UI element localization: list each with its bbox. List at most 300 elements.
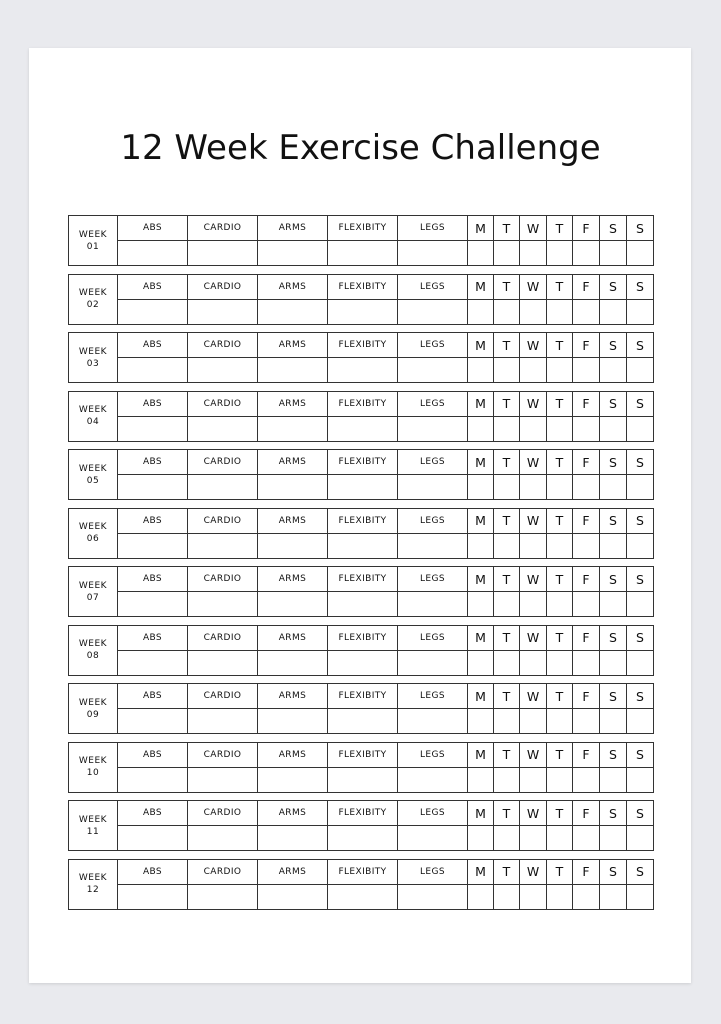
day-header: M	[468, 391, 494, 416]
category-entry-cell[interactable]	[188, 767, 258, 792]
category-entry-cell[interactable]	[328, 650, 398, 675]
category-header: ARMS	[258, 508, 328, 533]
week-label	[69, 684, 118, 734]
day-header: S	[627, 274, 654, 299]
day-check-cell[interactable]	[494, 533, 520, 558]
category-header: LEGS	[398, 216, 468, 241]
category-header: FLEXIBITY	[328, 567, 398, 592]
day-check-cell[interactable]	[547, 592, 573, 617]
day-header: M	[468, 742, 494, 767]
day-check-cell[interactable]	[468, 416, 494, 441]
category-entry-cell[interactable]	[328, 241, 398, 266]
category-entry-cell[interactable]	[398, 299, 468, 324]
day-header: S	[627, 859, 654, 884]
day-header: S	[600, 274, 627, 299]
day-check-cell[interactable]	[520, 826, 547, 851]
day-header: M	[468, 567, 494, 592]
category-header: LEGS	[398, 625, 468, 650]
category-header: ARMS	[258, 333, 328, 358]
week-label	[69, 859, 118, 909]
day-header: T	[494, 216, 520, 241]
category-header: LEGS	[398, 859, 468, 884]
category-header: LEGS	[398, 684, 468, 709]
week-label	[69, 216, 118, 266]
category-entry-cell[interactable]	[118, 299, 188, 324]
category-header: ARMS	[258, 684, 328, 709]
day-check-cell[interactable]	[468, 241, 494, 266]
day-header: T	[494, 274, 520, 299]
day-check-cell[interactable]	[573, 826, 600, 851]
category-entry-cell[interactable]	[188, 299, 258, 324]
day-check-cell[interactable]	[573, 241, 600, 266]
category-header: ABS	[118, 216, 188, 241]
day-check-cell[interactable]	[627, 358, 654, 383]
week-table	[68, 449, 654, 500]
category-entry-cell[interactable]	[328, 533, 398, 558]
category-header: FLEXIBITY	[328, 391, 398, 416]
day-check-cell[interactable]	[600, 767, 627, 792]
day-header: S	[627, 508, 654, 533]
day-check-cell[interactable]	[494, 475, 520, 500]
day-check-cell[interactable]	[547, 358, 573, 383]
category-header: ARMS	[258, 274, 328, 299]
day-header: S	[627, 801, 654, 826]
category-header: ABS	[118, 450, 188, 475]
week-table	[68, 800, 654, 851]
week-table	[68, 391, 654, 442]
category-header: CARDIO	[188, 450, 258, 475]
week-word: WEEK	[78, 346, 108, 357]
category-entry-cell[interactable]	[118, 475, 188, 500]
day-check-cell[interactable]	[547, 884, 573, 909]
week-table	[68, 625, 654, 676]
day-header: F	[573, 391, 600, 416]
day-check-cell[interactable]	[547, 709, 573, 734]
day-check-cell[interactable]	[468, 767, 494, 792]
category-entry-cell[interactable]	[118, 709, 188, 734]
day-header: M	[468, 625, 494, 650]
day-check-cell[interactable]	[520, 416, 547, 441]
day-header: S	[600, 742, 627, 767]
day-check-cell[interactable]	[627, 884, 654, 909]
day-header: S	[627, 450, 654, 475]
week-number: 05	[86, 475, 100, 486]
category-entry-cell[interactable]	[258, 826, 328, 851]
day-check-cell[interactable]	[627, 299, 654, 324]
category-header: ARMS	[258, 391, 328, 416]
category-entry-cell[interactable]	[118, 592, 188, 617]
category-entry-cell[interactable]	[118, 358, 188, 383]
week-word: WEEK	[78, 463, 108, 474]
day-check-cell[interactable]	[494, 884, 520, 909]
day-check-cell[interactable]	[494, 709, 520, 734]
category-entry-cell[interactable]	[188, 826, 258, 851]
category-entry-cell[interactable]	[398, 592, 468, 617]
category-entry-cell[interactable]	[328, 826, 398, 851]
day-check-cell[interactable]	[547, 299, 573, 324]
day-check-cell[interactable]	[494, 650, 520, 675]
category-header: ABS	[118, 801, 188, 826]
week-table	[68, 508, 654, 559]
day-check-cell[interactable]	[494, 299, 520, 324]
day-check-cell[interactable]	[627, 416, 654, 441]
day-check-cell[interactable]	[547, 826, 573, 851]
day-header: F	[573, 333, 600, 358]
category-header: LEGS	[398, 742, 468, 767]
week-table	[68, 332, 654, 383]
day-header: W	[520, 625, 547, 650]
category-header: FLEXIBITY	[328, 625, 398, 650]
day-check-cell[interactable]	[468, 826, 494, 851]
day-header: W	[520, 684, 547, 709]
category-header: ABS	[118, 684, 188, 709]
day-header: S	[627, 567, 654, 592]
category-entry-cell[interactable]	[398, 884, 468, 909]
category-entry-cell[interactable]	[188, 241, 258, 266]
day-check-cell[interactable]	[547, 475, 573, 500]
day-header: T	[494, 742, 520, 767]
category-header: FLEXIBITY	[328, 859, 398, 884]
week-table	[68, 859, 654, 910]
category-entry-cell[interactable]	[258, 358, 328, 383]
day-header: S	[600, 450, 627, 475]
week-number: 08	[86, 651, 100, 661]
day-check-cell[interactable]	[627, 592, 654, 617]
category-entry-cell[interactable]	[328, 358, 398, 383]
week-number: 01	[86, 241, 100, 252]
day-header: S	[600, 684, 627, 709]
day-check-cell[interactable]	[547, 650, 573, 675]
day-header: S	[627, 625, 654, 650]
day-header: S	[627, 333, 654, 358]
week-table	[68, 566, 654, 617]
category-entry-cell[interactable]	[398, 650, 468, 675]
category-header: ABS	[118, 742, 188, 767]
category-entry-cell[interactable]	[258, 884, 328, 909]
category-header: FLEXIBITY	[328, 742, 398, 767]
week-table	[68, 274, 654, 325]
category-entry-cell[interactable]	[258, 650, 328, 675]
category-entry-cell[interactable]	[328, 416, 398, 441]
category-entry-cell[interactable]	[328, 299, 398, 324]
category-entry-cell[interactable]	[328, 475, 398, 500]
day-check-cell[interactable]	[573, 884, 600, 909]
day-check-cell[interactable]	[627, 475, 654, 500]
category-entry-cell[interactable]	[398, 475, 468, 500]
category-entry-cell[interactable]	[398, 767, 468, 792]
category-header: CARDIO	[188, 274, 258, 299]
day-check-cell[interactable]	[520, 709, 547, 734]
week-word: WEEK	[78, 697, 108, 708]
category-entry-cell[interactable]	[258, 299, 328, 324]
category-header: ARMS	[258, 742, 328, 767]
week-word: WEEK	[78, 814, 108, 825]
category-entry-cell[interactable]	[118, 533, 188, 558]
category-header: ABS	[118, 859, 188, 884]
day-check-cell[interactable]	[600, 475, 627, 500]
day-header: S	[600, 801, 627, 826]
day-header: T	[494, 801, 520, 826]
day-check-cell[interactable]	[547, 533, 573, 558]
day-header: M	[468, 274, 494, 299]
day-header: T	[547, 450, 573, 475]
week-word: WEEK	[78, 229, 108, 240]
week-number: 11	[86, 826, 100, 837]
category-header: LEGS	[398, 391, 468, 416]
day-header: F	[573, 625, 600, 650]
category-entry-cell[interactable]	[188, 358, 258, 383]
page-title: 12 Week Exercise Challenge	[120, 128, 601, 168]
day-header: M	[468, 333, 494, 358]
category-header: FLEXIBITY	[328, 801, 398, 826]
day-header: T	[547, 274, 573, 299]
day-check-cell[interactable]	[600, 826, 627, 851]
day-header: M	[468, 684, 494, 709]
day-header: S	[600, 333, 627, 358]
category-header: ARMS	[258, 216, 328, 241]
day-check-cell[interactable]	[627, 533, 654, 558]
day-header: F	[573, 216, 600, 241]
category-header: ABS	[118, 333, 188, 358]
day-header: W	[520, 801, 547, 826]
category-header: LEGS	[398, 801, 468, 826]
category-header: ABS	[118, 508, 188, 533]
category-header: LEGS	[398, 450, 468, 475]
day-header: W	[520, 508, 547, 533]
day-check-cell[interactable]	[600, 650, 627, 675]
day-check-cell[interactable]	[494, 241, 520, 266]
day-check-cell[interactable]	[468, 592, 494, 617]
day-check-cell[interactable]	[494, 416, 520, 441]
category-entry-cell[interactable]	[118, 767, 188, 792]
day-check-cell[interactable]	[520, 299, 547, 324]
day-check-cell[interactable]	[468, 884, 494, 909]
day-header: M	[468, 508, 494, 533]
day-header: T	[547, 216, 573, 241]
category-header: LEGS	[398, 274, 468, 299]
day-header: M	[468, 801, 494, 826]
day-check-cell[interactable]	[520, 358, 547, 383]
day-check-cell[interactable]	[494, 358, 520, 383]
day-check-cell[interactable]	[520, 533, 547, 558]
day-header: S	[600, 625, 627, 650]
day-check-cell[interactable]	[627, 709, 654, 734]
day-check-cell[interactable]	[573, 592, 600, 617]
day-header: M	[468, 216, 494, 241]
day-check-cell[interactable]	[600, 241, 627, 266]
day-header: F	[573, 801, 600, 826]
day-check-cell[interactable]	[573, 416, 600, 441]
category-entry-cell[interactable]	[118, 416, 188, 441]
category-entry-cell[interactable]	[118, 826, 188, 851]
day-check-cell[interactable]	[468, 533, 494, 558]
category-entry-cell[interactable]	[258, 416, 328, 441]
day-header: S	[627, 684, 654, 709]
category-entry-cell[interactable]	[188, 416, 258, 441]
category-entry-cell[interactable]	[118, 884, 188, 909]
category-header: FLEXIBITY	[328, 216, 398, 241]
day-header: W	[520, 274, 547, 299]
week-number: 12	[86, 885, 100, 895]
day-check-cell[interactable]	[573, 299, 600, 324]
day-check-cell[interactable]	[468, 299, 494, 324]
week-number: 04	[86, 417, 100, 427]
day-check-cell[interactable]	[573, 650, 600, 675]
day-check-cell[interactable]	[573, 709, 600, 734]
category-entry-cell[interactable]	[258, 241, 328, 266]
day-check-cell[interactable]	[547, 767, 573, 792]
category-header: CARDIO	[188, 684, 258, 709]
category-header: CARDIO	[188, 742, 258, 767]
category-header: ARMS	[258, 450, 328, 475]
day-header: F	[573, 274, 600, 299]
day-check-cell[interactable]	[600, 416, 627, 441]
category-header: FLEXIBITY	[328, 274, 398, 299]
day-check-cell[interactable]	[573, 475, 600, 500]
day-header: W	[520, 450, 547, 475]
day-check-cell[interactable]	[468, 650, 494, 675]
category-entry-cell[interactable]	[118, 241, 188, 266]
week-number: 03	[86, 358, 100, 369]
day-check-cell[interactable]	[468, 709, 494, 734]
day-header: W	[520, 216, 547, 241]
day-header: T	[494, 859, 520, 884]
day-check-cell[interactable]	[494, 592, 520, 617]
day-header: T	[547, 801, 573, 826]
day-header: F	[573, 742, 600, 767]
category-header: LEGS	[398, 567, 468, 592]
category-entry-cell[interactable]	[258, 767, 328, 792]
day-header: S	[600, 859, 627, 884]
category-header: CARDIO	[188, 801, 258, 826]
day-header: S	[627, 216, 654, 241]
category-header: CARDIO	[188, 333, 258, 358]
day-check-cell[interactable]	[600, 358, 627, 383]
day-header: F	[573, 859, 600, 884]
category-header: ABS	[118, 567, 188, 592]
category-header: ABS	[118, 391, 188, 416]
day-header: W	[520, 333, 547, 358]
week-number: 06	[86, 534, 100, 544]
day-check-cell[interactable]	[520, 475, 547, 500]
day-check-cell[interactable]	[520, 592, 547, 617]
day-check-cell[interactable]	[573, 533, 600, 558]
category-entry-cell[interactable]	[398, 416, 468, 441]
week-label	[69, 508, 118, 558]
day-check-cell[interactable]	[600, 533, 627, 558]
category-header: CARDIO	[188, 508, 258, 533]
category-entry-cell[interactable]	[188, 592, 258, 617]
week-word: WEEK	[78, 580, 108, 591]
day-header: F	[573, 450, 600, 475]
category-entry-cell[interactable]	[258, 475, 328, 500]
day-check-cell[interactable]	[520, 241, 547, 266]
day-check-cell[interactable]	[600, 299, 627, 324]
week-label	[69, 391, 118, 441]
category-entry-cell[interactable]	[398, 709, 468, 734]
day-check-cell[interactable]	[627, 826, 654, 851]
category-header: CARDIO	[188, 216, 258, 241]
day-check-cell[interactable]	[600, 709, 627, 734]
day-header: M	[468, 859, 494, 884]
day-header: T	[547, 742, 573, 767]
week-table	[68, 215, 654, 266]
day-header: T	[547, 859, 573, 884]
day-header: T	[547, 391, 573, 416]
category-entry-cell[interactable]	[258, 533, 328, 558]
day-check-cell[interactable]	[627, 650, 654, 675]
day-header: T	[547, 684, 573, 709]
day-check-cell[interactable]	[627, 241, 654, 266]
day-check-cell[interactable]	[627, 767, 654, 792]
day-header: T	[547, 508, 573, 533]
category-entry-cell[interactable]	[328, 884, 398, 909]
category-entry-cell[interactable]	[258, 709, 328, 734]
day-check-cell[interactable]	[547, 241, 573, 266]
category-header: CARDIO	[188, 859, 258, 884]
day-check-cell[interactable]	[600, 884, 627, 909]
day-check-cell[interactable]	[573, 767, 600, 792]
category-entry-cell[interactable]	[188, 650, 258, 675]
day-check-cell[interactable]	[573, 358, 600, 383]
day-check-cell[interactable]	[520, 650, 547, 675]
category-entry-cell[interactable]	[398, 358, 468, 383]
category-header: FLEXIBITY	[328, 684, 398, 709]
category-header: FLEXIBITY	[328, 450, 398, 475]
day-check-cell[interactable]	[600, 592, 627, 617]
category-header: ARMS	[258, 567, 328, 592]
week-number: 02	[86, 300, 100, 310]
week-word: WEEK	[78, 756, 108, 766]
category-entry-cell[interactable]	[328, 767, 398, 792]
day-check-cell[interactable]	[468, 475, 494, 500]
category-entry-cell[interactable]	[258, 592, 328, 617]
category-header: FLEXIBITY	[328, 508, 398, 533]
week-number: 10	[86, 768, 100, 778]
day-header: T	[494, 391, 520, 416]
category-entry-cell[interactable]	[188, 475, 258, 500]
day-check-cell[interactable]	[494, 767, 520, 792]
week-table	[68, 683, 654, 734]
day-check-cell[interactable]	[468, 358, 494, 383]
day-header: F	[573, 508, 600, 533]
week-label	[69, 742, 118, 792]
category-entry-cell[interactable]	[398, 241, 468, 266]
week-label	[69, 450, 118, 500]
category-entry-cell[interactable]	[188, 884, 258, 909]
week-table	[68, 742, 654, 793]
day-header: T	[494, 508, 520, 533]
day-header: T	[547, 625, 573, 650]
category-entry-cell[interactable]	[398, 826, 468, 851]
category-entry-cell[interactable]	[398, 533, 468, 558]
category-entry-cell[interactable]	[118, 650, 188, 675]
day-header: T	[547, 567, 573, 592]
category-header: ARMS	[258, 801, 328, 826]
category-entry-cell[interactable]	[188, 533, 258, 558]
day-check-cell[interactable]	[547, 416, 573, 441]
week-number: 07	[86, 592, 100, 603]
category-entry-cell[interactable]	[328, 592, 398, 617]
day-check-cell[interactable]	[520, 884, 547, 909]
week-label	[69, 625, 118, 675]
day-check-cell[interactable]	[494, 826, 520, 851]
week-label	[69, 274, 118, 324]
category-entry-cell[interactable]	[328, 709, 398, 734]
day-check-cell[interactable]	[520, 767, 547, 792]
day-header: S	[600, 391, 627, 416]
category-entry-cell[interactable]	[188, 709, 258, 734]
